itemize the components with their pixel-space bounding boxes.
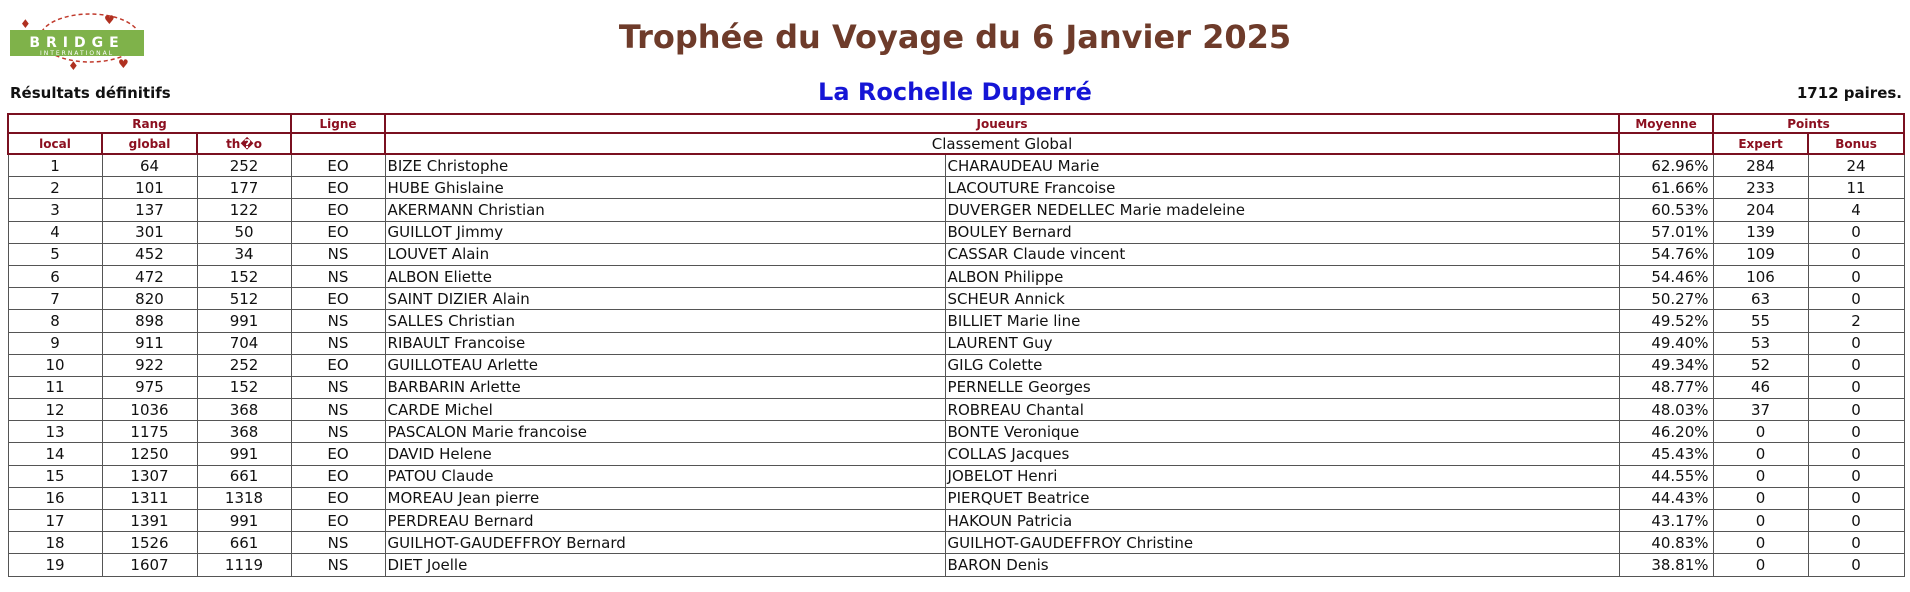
cell-ligne: NS bbox=[291, 399, 385, 421]
header-rang: Rang bbox=[8, 114, 291, 133]
svg-text:INTERNATIONAL: INTERNATIONAL bbox=[39, 50, 115, 57]
cell-ligne: NS bbox=[291, 243, 385, 265]
cell-player-2: BOULEY Bernard bbox=[945, 221, 1619, 243]
cell-global: 1526 bbox=[102, 532, 197, 554]
cell-moyenne: 62.96% bbox=[1619, 154, 1713, 177]
table-row bbox=[8, 510, 1904, 532]
cell-local: 14 bbox=[8, 443, 102, 465]
cell-expert: 0 bbox=[1713, 465, 1808, 487]
cell-theo: 177 bbox=[197, 177, 291, 199]
cell-theo: 704 bbox=[197, 332, 291, 354]
header-global: global bbox=[102, 133, 197, 154]
cell-theo: 991 bbox=[197, 510, 291, 532]
cell-expert: 109 bbox=[1713, 243, 1808, 265]
cell-ligne: EO bbox=[291, 199, 385, 221]
cell-bonus: 0 bbox=[1808, 399, 1904, 421]
cell-global: 64 bbox=[102, 154, 197, 177]
table-row bbox=[8, 376, 1904, 398]
table-row bbox=[8, 288, 1904, 310]
cell-global: 1175 bbox=[102, 421, 197, 443]
cell-local: 3 bbox=[8, 199, 102, 221]
cell-ligne: EO bbox=[291, 443, 385, 465]
table-row bbox=[8, 332, 1904, 354]
cell-bonus: 0 bbox=[1808, 554, 1904, 576]
cell-theo: 152 bbox=[197, 265, 291, 287]
cell-player-2: PERNELLE Georges bbox=[945, 376, 1619, 398]
cell-global: 1036 bbox=[102, 399, 197, 421]
cell-theo: 661 bbox=[197, 532, 291, 554]
svg-text:BRIDGE: BRIDGE bbox=[29, 35, 125, 51]
cell-ligne: NS bbox=[291, 332, 385, 354]
cell-theo: 252 bbox=[197, 354, 291, 376]
cell-player-1: PATOU Claude bbox=[385, 465, 945, 487]
cell-expert: 0 bbox=[1713, 421, 1808, 443]
cell-local: 19 bbox=[8, 554, 102, 576]
cell-ligne: NS bbox=[291, 265, 385, 287]
cell-player-2: GUILHOT-GAUDEFFROY Christine bbox=[945, 532, 1619, 554]
cell-expert: 233 bbox=[1713, 177, 1808, 199]
cell-expert: 0 bbox=[1713, 554, 1808, 576]
cell-global: 922 bbox=[102, 354, 197, 376]
cell-ligne: NS bbox=[291, 376, 385, 398]
cell-moyenne: 49.52% bbox=[1619, 310, 1713, 332]
cell-global: 820 bbox=[102, 288, 197, 310]
cell-player-1: BIZE Christophe bbox=[385, 154, 945, 177]
cell-expert: 0 bbox=[1713, 443, 1808, 465]
cell-global: 898 bbox=[102, 310, 197, 332]
header-moyenne-empty bbox=[1619, 133, 1713, 154]
cell-bonus: 0 bbox=[1808, 532, 1904, 554]
cell-moyenne: 40.83% bbox=[1619, 532, 1713, 554]
cell-ligne: NS bbox=[291, 554, 385, 576]
cell-bonus: 2 bbox=[1808, 310, 1904, 332]
cell-ligne: EO bbox=[291, 221, 385, 243]
cell-bonus: 11 bbox=[1808, 177, 1904, 199]
cell-player-2: CASSAR Claude vincent bbox=[945, 243, 1619, 265]
cell-local: 11 bbox=[8, 376, 102, 398]
cell-expert: 0 bbox=[1713, 487, 1808, 509]
results-status: Résultats définitifs bbox=[10, 84, 171, 102]
cell-player-2: PIERQUET Beatrice bbox=[945, 487, 1619, 509]
cell-moyenne: 49.40% bbox=[1619, 332, 1713, 354]
svg-text:♦: ♦ bbox=[68, 59, 79, 72]
cell-theo: 368 bbox=[197, 421, 291, 443]
cell-local: 10 bbox=[8, 354, 102, 376]
cell-expert: 52 bbox=[1713, 354, 1808, 376]
header-ligne-empty bbox=[291, 133, 385, 154]
cell-moyenne: 44.43% bbox=[1619, 487, 1713, 509]
cell-global: 911 bbox=[102, 332, 197, 354]
cell-expert: 284 bbox=[1713, 154, 1808, 177]
cell-player-2: GILG Colette bbox=[945, 354, 1619, 376]
header-expert: Expert bbox=[1713, 133, 1808, 154]
cell-bonus: 0 bbox=[1808, 510, 1904, 532]
cell-expert: 0 bbox=[1713, 532, 1808, 554]
cell-bonus: 0 bbox=[1808, 265, 1904, 287]
cell-expert: 0 bbox=[1713, 510, 1808, 532]
cell-ligne: EO bbox=[291, 177, 385, 199]
cell-local: 1 bbox=[8, 154, 102, 177]
cell-bonus: 0 bbox=[1808, 443, 1904, 465]
cell-moyenne: 45.43% bbox=[1619, 443, 1713, 465]
cell-player-2: CHARAUDEAU Marie bbox=[945, 154, 1619, 177]
cell-player-1: ALBON Eliette bbox=[385, 265, 945, 287]
cell-expert: 37 bbox=[1713, 399, 1808, 421]
table-row bbox=[8, 310, 1904, 332]
table-row bbox=[8, 399, 1904, 421]
table-row bbox=[8, 199, 1904, 221]
cell-global: 101 bbox=[102, 177, 197, 199]
cell-bonus: 0 bbox=[1808, 465, 1904, 487]
sub-header-row bbox=[8, 133, 1904, 154]
cell-bonus: 0 bbox=[1808, 221, 1904, 243]
page-title: Trophée du Voyage du 6 Janvier 2025 bbox=[618, 18, 1292, 56]
cell-global: 1250 bbox=[102, 443, 197, 465]
cell-theo: 368 bbox=[197, 399, 291, 421]
cell-player-2: BILLIET Marie line bbox=[945, 310, 1619, 332]
cell-moyenne: 57.01% bbox=[1619, 221, 1713, 243]
cell-global: 1307 bbox=[102, 465, 197, 487]
cell-player-1: PERDREAU Bernard bbox=[385, 510, 945, 532]
cell-global: 1391 bbox=[102, 510, 197, 532]
cell-global: 1311 bbox=[102, 487, 197, 509]
table-row bbox=[8, 487, 1904, 509]
cell-theo: 991 bbox=[197, 443, 291, 465]
cell-moyenne: 43.17% bbox=[1619, 510, 1713, 532]
cell-bonus: 24 bbox=[1808, 154, 1904, 177]
table-row bbox=[8, 532, 1904, 554]
cell-player-1: DAVID Helene bbox=[385, 443, 945, 465]
cell-bonus: 4 bbox=[1808, 199, 1904, 221]
cell-player-2: LAURENT Guy bbox=[945, 332, 1619, 354]
table-row bbox=[8, 265, 1904, 287]
cell-ligne: EO bbox=[291, 487, 385, 509]
pairs-count: 1712 paires. bbox=[1796, 84, 1902, 102]
group-header-row bbox=[8, 114, 1904, 133]
header-theo: th�o bbox=[197, 133, 291, 154]
cell-local: 8 bbox=[8, 310, 102, 332]
cell-moyenne: 54.46% bbox=[1619, 265, 1713, 287]
cell-expert: 204 bbox=[1713, 199, 1808, 221]
cell-expert: 55 bbox=[1713, 310, 1808, 332]
club-name: La Rochelle Duperré bbox=[818, 78, 1092, 106]
cell-moyenne: 48.77% bbox=[1619, 376, 1713, 398]
header-ligne: Ligne bbox=[291, 114, 385, 133]
cell-global: 301 bbox=[102, 221, 197, 243]
cell-local: 7 bbox=[8, 288, 102, 310]
cell-player-2: COLLAS Jacques bbox=[945, 443, 1619, 465]
cell-player-1: LOUVET Alain bbox=[385, 243, 945, 265]
cell-player-1: GUILLOT Jimmy bbox=[385, 221, 945, 243]
svg-text:♦: ♦ bbox=[20, 17, 31, 31]
cell-global: 975 bbox=[102, 376, 197, 398]
cell-local: 15 bbox=[8, 465, 102, 487]
cell-local: 2 bbox=[8, 177, 102, 199]
cell-player-1: GUILLOTEAU Arlette bbox=[385, 354, 945, 376]
results-table bbox=[7, 113, 1905, 577]
cell-theo: 50 bbox=[197, 221, 291, 243]
cell-player-2: ROBREAU Chantal bbox=[945, 399, 1619, 421]
table-row bbox=[8, 177, 1904, 199]
cell-bonus: 0 bbox=[1808, 243, 1904, 265]
cell-player-1: HUBE Ghislaine bbox=[385, 177, 945, 199]
cell-expert: 46 bbox=[1713, 376, 1808, 398]
table-row bbox=[8, 221, 1904, 243]
cell-theo: 152 bbox=[197, 376, 291, 398]
cell-player-1: GUILHOT-GAUDEFFROY Bernard bbox=[385, 532, 945, 554]
cell-theo: 661 bbox=[197, 465, 291, 487]
cell-bonus: 0 bbox=[1808, 421, 1904, 443]
cell-ligne: EO bbox=[291, 154, 385, 177]
cell-player-1: SALLES Christian bbox=[385, 310, 945, 332]
cell-ligne: EO bbox=[291, 510, 385, 532]
cell-theo: 991 bbox=[197, 310, 291, 332]
svg-text:♥: ♥ bbox=[118, 57, 129, 71]
cell-global: 452 bbox=[102, 243, 197, 265]
cell-theo: 252 bbox=[197, 154, 291, 177]
cell-expert: 106 bbox=[1713, 265, 1808, 287]
cell-theo: 122 bbox=[197, 199, 291, 221]
table-row bbox=[8, 443, 1904, 465]
cell-local: 6 bbox=[8, 265, 102, 287]
cell-player-1: CARDE Michel bbox=[385, 399, 945, 421]
cell-ligne: NS bbox=[291, 532, 385, 554]
cell-player-2: BONTE Veronique bbox=[945, 421, 1619, 443]
cell-ligne: EO bbox=[291, 465, 385, 487]
cell-local: 9 bbox=[8, 332, 102, 354]
table-row bbox=[8, 465, 1904, 487]
cell-theo: 512 bbox=[197, 288, 291, 310]
cell-expert: 53 bbox=[1713, 332, 1808, 354]
cell-player-2: ALBON Philippe bbox=[945, 265, 1619, 287]
cell-bonus: 0 bbox=[1808, 332, 1904, 354]
cell-player-2: DUVERGER NEDELLEC Marie madeleine bbox=[945, 199, 1619, 221]
cell-ligne: NS bbox=[291, 421, 385, 443]
cell-moyenne: 44.55% bbox=[1619, 465, 1713, 487]
cell-moyenne: 61.66% bbox=[1619, 177, 1713, 199]
table-row bbox=[8, 154, 1904, 177]
cell-moyenne: 60.53% bbox=[1619, 199, 1713, 221]
cell-moyenne: 46.20% bbox=[1619, 421, 1713, 443]
cell-local: 18 bbox=[8, 532, 102, 554]
cell-local: 16 bbox=[8, 487, 102, 509]
cell-player-1: PASCALON Marie francoise bbox=[385, 421, 945, 443]
cell-local: 5 bbox=[8, 243, 102, 265]
cell-player-1: RIBAULT Francoise bbox=[385, 332, 945, 354]
header-moyenne: Moyenne bbox=[1619, 114, 1713, 133]
cell-player-2: HAKOUN Patricia bbox=[945, 510, 1619, 532]
cell-player-2: LACOUTURE Francoise bbox=[945, 177, 1619, 199]
cell-moyenne: 38.81% bbox=[1619, 554, 1713, 576]
cell-player-2: SCHEUR Annick bbox=[945, 288, 1619, 310]
cell-ligne: EO bbox=[291, 288, 385, 310]
header-local: local bbox=[8, 133, 102, 154]
table-row bbox=[8, 421, 1904, 443]
cell-theo: 1318 bbox=[197, 487, 291, 509]
table-row bbox=[8, 354, 1904, 376]
cell-expert: 139 bbox=[1713, 221, 1808, 243]
cell-local: 17 bbox=[8, 510, 102, 532]
cell-global: 1607 bbox=[102, 554, 197, 576]
cell-bonus: 0 bbox=[1808, 487, 1904, 509]
cell-player-1: DIET Joelle bbox=[385, 554, 945, 576]
cell-local: 13 bbox=[8, 421, 102, 443]
cell-global: 137 bbox=[102, 199, 197, 221]
cell-moyenne: 54.76% bbox=[1619, 243, 1713, 265]
cell-moyenne: 50.27% bbox=[1619, 288, 1713, 310]
header-joueurs: Joueurs bbox=[385, 114, 1619, 133]
cell-player-1: AKERMANN Christian bbox=[385, 199, 945, 221]
cell-global: 472 bbox=[102, 265, 197, 287]
svg-text:♥: ♥ bbox=[104, 13, 115, 27]
cell-theo: 34 bbox=[197, 243, 291, 265]
cell-bonus: 0 bbox=[1808, 354, 1904, 376]
cell-local: 12 bbox=[8, 399, 102, 421]
results-body bbox=[8, 154, 1904, 576]
cell-player-1: SAINT DIZIER Alain bbox=[385, 288, 945, 310]
cell-ligne: NS bbox=[291, 310, 385, 332]
cell-player-2: BARON Denis bbox=[945, 554, 1619, 576]
cell-bonus: 0 bbox=[1808, 376, 1904, 398]
header-bonus: Bonus bbox=[1808, 133, 1904, 154]
cell-moyenne: 49.34% bbox=[1619, 354, 1713, 376]
table-row bbox=[8, 554, 1904, 576]
header-classement-global: Classement Global bbox=[385, 133, 1619, 154]
cell-player-1: MOREAU Jean pierre bbox=[385, 487, 945, 509]
cell-local: 4 bbox=[8, 221, 102, 243]
table-row bbox=[8, 243, 1904, 265]
cell-expert: 63 bbox=[1713, 288, 1808, 310]
cell-player-2: JOBELOT Henri bbox=[945, 465, 1619, 487]
cell-bonus: 0 bbox=[1808, 288, 1904, 310]
cell-ligne: EO bbox=[291, 354, 385, 376]
header-points: Points bbox=[1713, 114, 1904, 133]
cell-theo: 1119 bbox=[197, 554, 291, 576]
cell-moyenne: 48.03% bbox=[1619, 399, 1713, 421]
cell-player-1: BARBARIN Arlette bbox=[385, 376, 945, 398]
